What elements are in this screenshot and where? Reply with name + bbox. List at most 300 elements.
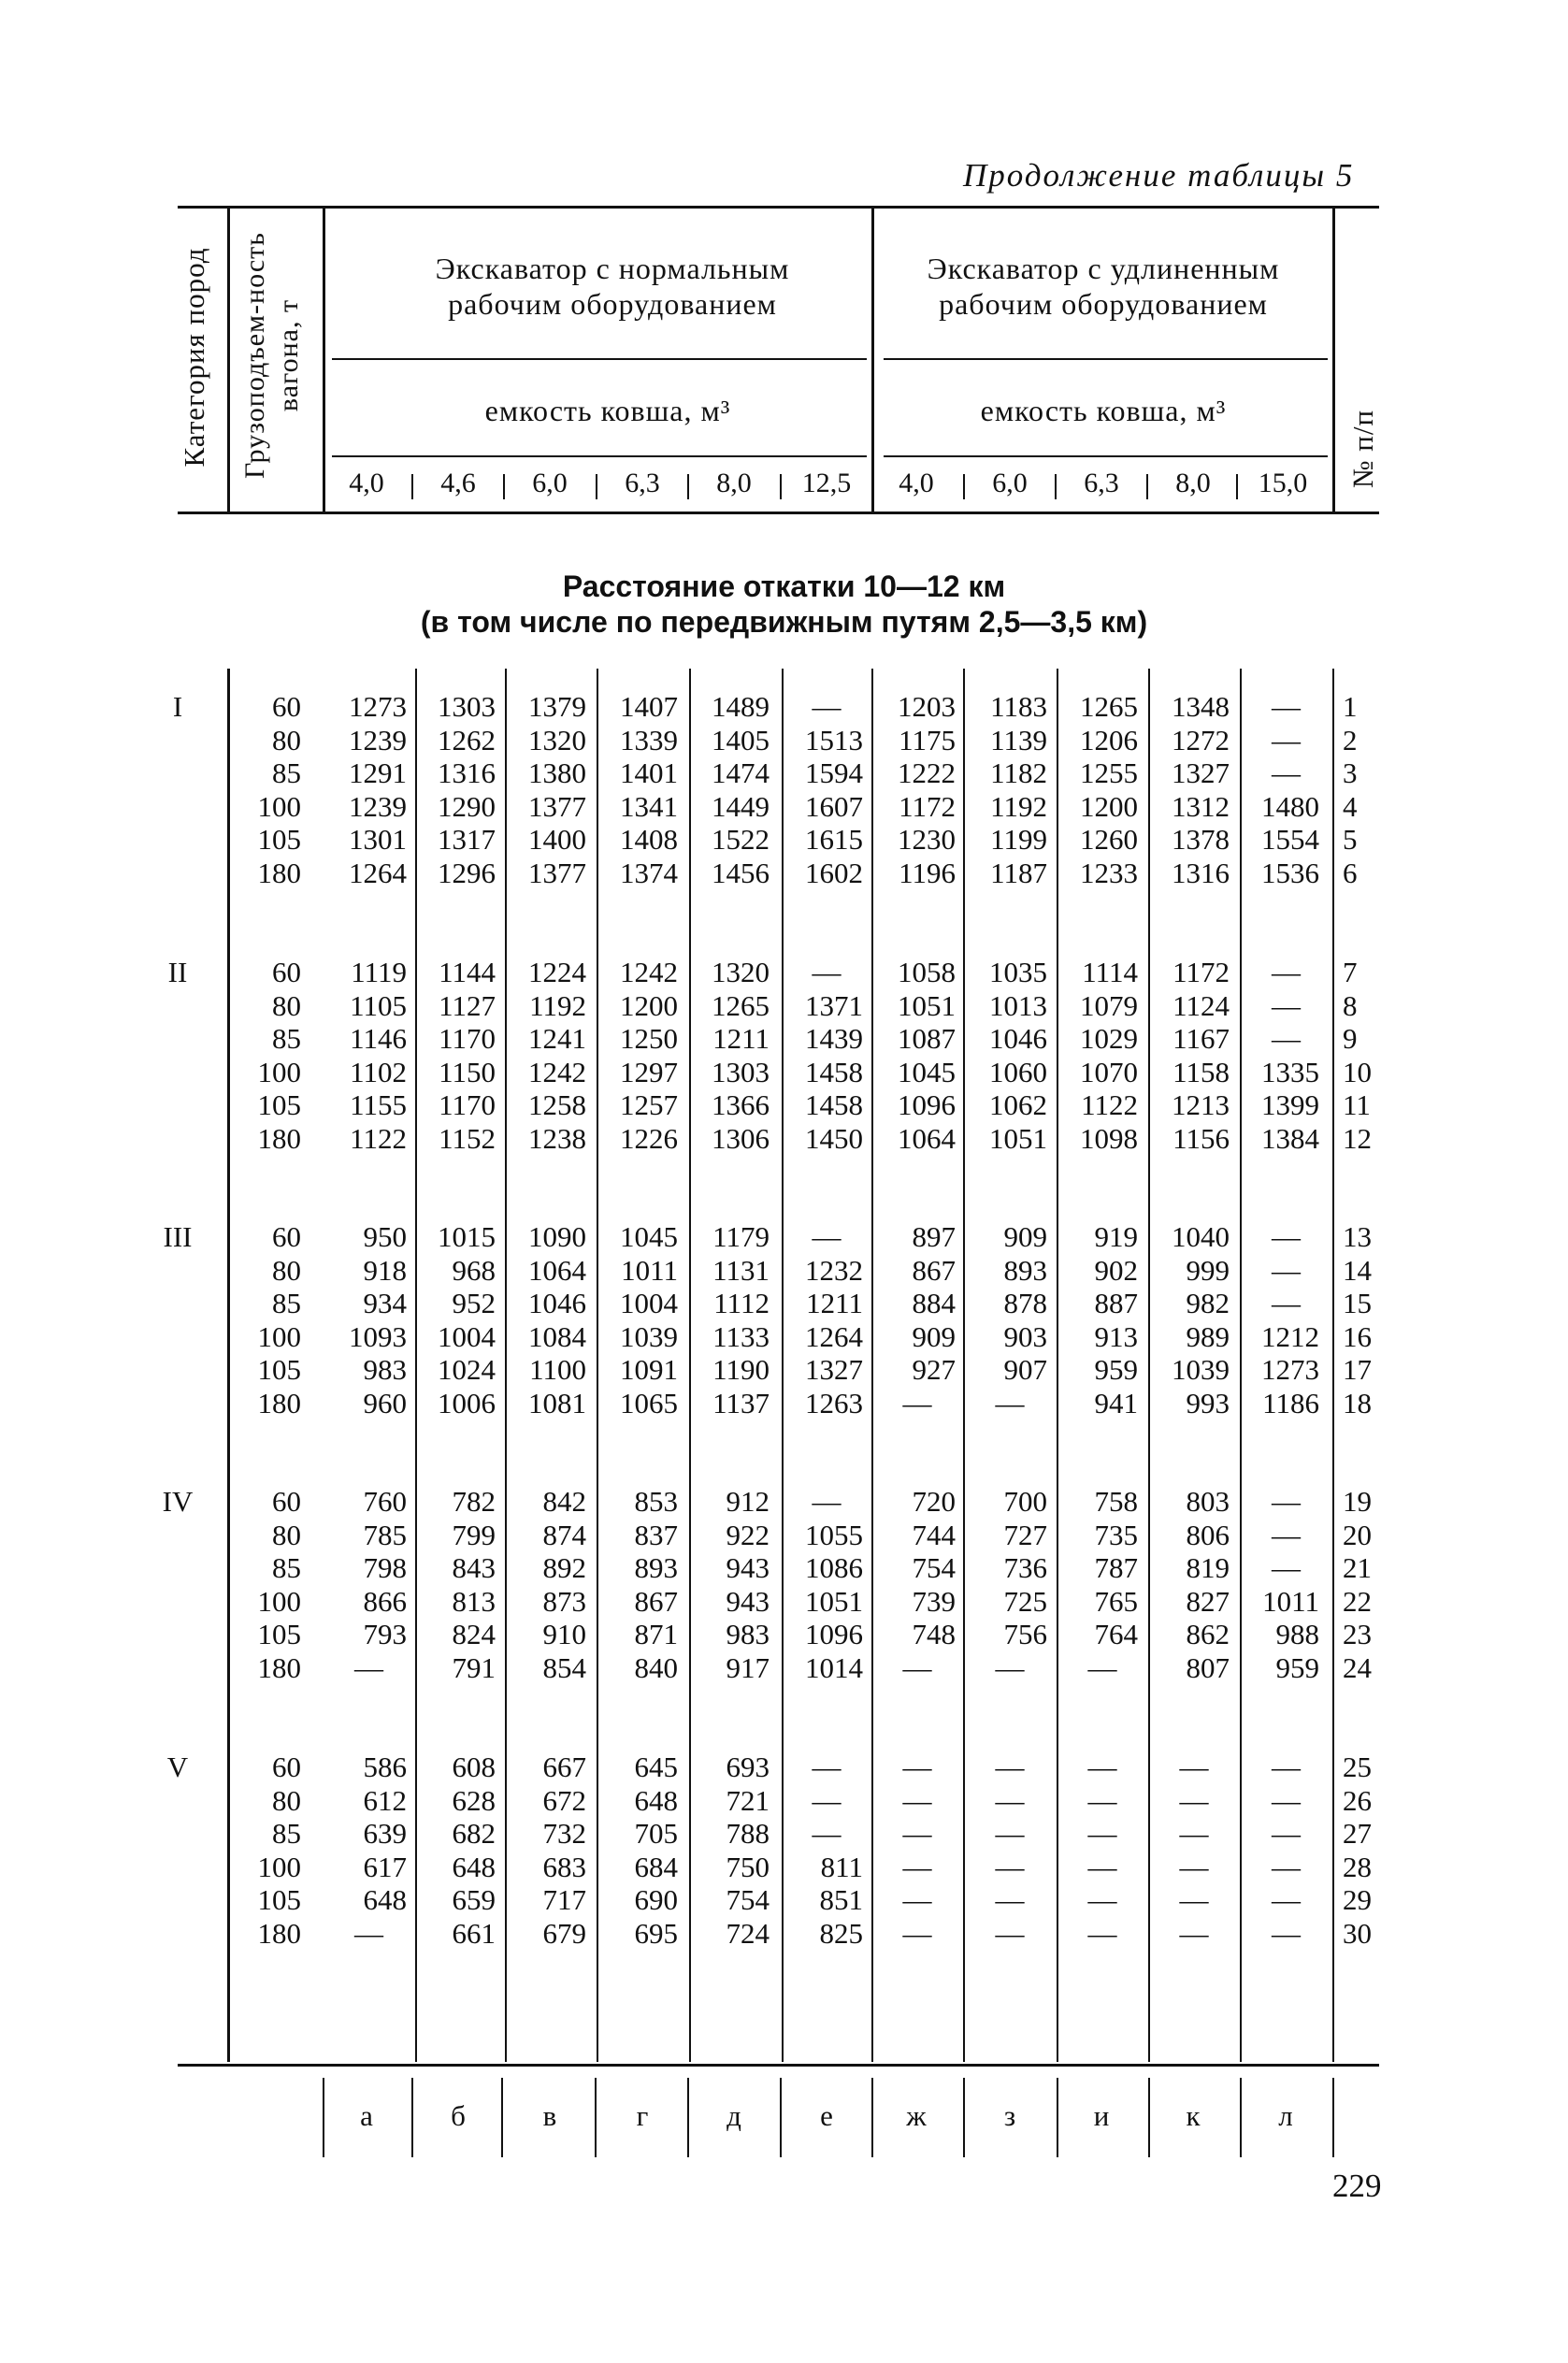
row-number: 22	[1343, 1584, 1372, 1618]
letter-separator	[780, 2078, 782, 2157]
productivity-value: 682	[452, 1817, 496, 1850]
productivity-value: 1232	[805, 1253, 863, 1287]
productivity-value: —	[902, 1850, 932, 1883]
productivity-value: 1449	[712, 789, 770, 823]
productivity-value: 785	[363, 1518, 407, 1551]
productivity-value: 1011	[1262, 1584, 1319, 1618]
productivity-value: 1602	[805, 856, 863, 889]
wagon-capacity: 180	[257, 1650, 301, 1684]
productivity-value: 950	[363, 1220, 407, 1253]
productivity-value: 1211	[806, 1287, 863, 1319]
productivity-value: 1158	[1172, 1055, 1230, 1088]
productivity-value: 1291	[349, 756, 407, 789]
productivity-value: 1316	[1172, 856, 1230, 889]
productivity-value: 1086	[805, 1551, 863, 1584]
productivity-value: 1024	[438, 1353, 496, 1386]
row-number: 2	[1343, 723, 1358, 756]
productivity-value: 1239	[349, 789, 407, 823]
wagon-capacity: 100	[257, 1319, 301, 1353]
productivity-value: 813	[452, 1584, 496, 1618]
productivity-value: 982	[1186, 1287, 1230, 1319]
productivity-value: —	[995, 1883, 1025, 1916]
bucket-size-label: 12,5	[801, 468, 852, 498]
productivity-value: 758	[1094, 1485, 1138, 1518]
bucket-separator	[1055, 474, 1057, 499]
productivity-value: 943	[726, 1551, 770, 1584]
row-number: 23	[1343, 1618, 1372, 1650]
productivity-value: —	[1179, 1783, 1209, 1817]
productivity-value: 732	[542, 1817, 586, 1850]
row-number: 10	[1343, 1055, 1372, 1088]
bucket-size-label: 4,6	[440, 468, 476, 498]
productivity-value: 1029	[1080, 1022, 1138, 1055]
column-letter: е	[820, 2099, 833, 2132]
productivity-value: —	[1272, 1916, 1301, 1950]
productivity-value: 1065	[620, 1386, 678, 1419]
productivity-value: 1290	[438, 789, 496, 823]
productivity-value: 1112	[713, 1287, 770, 1319]
letter-separator	[501, 2078, 503, 2157]
productivity-value: —	[902, 1883, 932, 1916]
productivity-value: 824	[452, 1618, 496, 1650]
productivity-value: 1327	[1172, 756, 1230, 789]
productivity-value: 1122	[1081, 1088, 1138, 1121]
productivity-value: —	[902, 1650, 932, 1684]
productivity-value: —	[1087, 1817, 1117, 1850]
normal-bucket-label: емкость ковша, м³	[484, 394, 731, 427]
productivity-value: 811	[820, 1850, 863, 1883]
body-bottom-rule	[178, 2064, 1379, 2067]
productivity-value: 639	[363, 1817, 407, 1850]
productivity-value: 867	[634, 1584, 678, 1618]
productivity-value: —	[902, 1783, 932, 1817]
productivity-value: 1407	[620, 690, 678, 723]
productivity-value: 667	[542, 1751, 586, 1783]
productivity-value: 1133	[712, 1319, 770, 1353]
productivity-value: —	[1272, 756, 1301, 789]
body-column-rule	[1332, 669, 1334, 2062]
productivity-value: —	[995, 1916, 1025, 1950]
productivity-value: 959	[1275, 1650, 1319, 1684]
row-number: 3	[1343, 756, 1358, 789]
rock-category: V	[166, 1751, 189, 1783]
productivity-value: 1458	[805, 1055, 863, 1088]
productivity-value: 1060	[989, 1055, 1047, 1088]
wagon-capacity: 80	[272, 1253, 301, 1287]
productivity-value: 1011	[621, 1253, 678, 1287]
productivity-value: 1098	[1080, 1121, 1138, 1155]
continuation-caption: Продолжение таблицы 5	[963, 157, 1355, 194]
productivity-value: 1039	[620, 1319, 678, 1353]
productivity-value: 1264	[805, 1319, 863, 1353]
productivity-value: —	[1272, 1850, 1301, 1883]
wagon-capacity: 180	[257, 1121, 301, 1155]
productivity-value: 1203	[898, 690, 956, 723]
productivity-value: 760	[363, 1485, 407, 1518]
productivity-value: 851	[819, 1883, 863, 1916]
row-number: 8	[1343, 988, 1358, 1022]
row-number: 12	[1343, 1121, 1372, 1155]
productivity-value: 750	[726, 1850, 770, 1883]
productivity-value: 1264	[349, 856, 407, 889]
productivity-value: —	[812, 1751, 842, 1783]
bucket-size-label: 6,0	[532, 468, 568, 498]
productivity-value: 887	[1094, 1287, 1138, 1319]
productivity-value: —	[995, 1817, 1025, 1850]
productivity-value: 1087	[898, 1022, 956, 1055]
productivity-value: 943	[726, 1584, 770, 1618]
productivity-value: 952	[452, 1287, 496, 1319]
productivity-value: 913	[1094, 1319, 1138, 1353]
productivity-value: 1006	[438, 1386, 496, 1419]
wagon-capacity: 100	[257, 1584, 301, 1618]
bucket-separator	[780, 474, 782, 499]
productivity-value: 1206	[1080, 723, 1138, 756]
capacity-header-text: Грузоподъем-ность вагона, т	[239, 232, 304, 479]
wagon-capacity: 85	[272, 1551, 301, 1584]
productivity-value: 1224	[528, 956, 586, 988]
productivity-value: 853	[634, 1485, 678, 1518]
productivity-value: 645	[634, 1751, 678, 1783]
productivity-value: 659	[452, 1883, 496, 1916]
productivity-value: 1187	[990, 856, 1047, 889]
productivity-value: 1192	[990, 789, 1047, 823]
bucket-separator	[687, 474, 689, 499]
bucket-separator	[963, 474, 965, 499]
productivity-value: 679	[542, 1916, 586, 1950]
extended-group-header: Экскаватор с удлиненным рабочим оборудованием	[927, 252, 1280, 321]
extended-bucket-rule	[884, 455, 1328, 457]
productivity-value: 1348	[1172, 690, 1230, 723]
row-number: 27	[1343, 1817, 1372, 1850]
productivity-value: —	[1179, 1751, 1209, 1783]
productivity-value: 1458	[805, 1088, 863, 1121]
productivity-value: —	[995, 1783, 1025, 1817]
productivity-value: 1064	[528, 1253, 586, 1287]
productivity-value: 1439	[805, 1022, 863, 1055]
productivity-value: —	[1087, 1751, 1117, 1783]
productivity-value: 1131	[712, 1253, 770, 1287]
productivity-value: 1183	[990, 690, 1047, 723]
productivity-value: 648	[634, 1783, 678, 1817]
productivity-value: 705	[634, 1817, 678, 1850]
letter-separator	[1332, 2078, 1334, 2157]
productivity-value: 1377	[528, 856, 586, 889]
productivity-value: 1258	[528, 1088, 586, 1121]
row-number: 7	[1343, 956, 1358, 988]
column-letter: л	[1278, 2099, 1293, 2132]
productivity-value: 1105	[350, 988, 407, 1022]
productivity-value: 1084	[528, 1319, 586, 1353]
column-letter: д	[726, 2099, 741, 2132]
productivity-value: 1238	[528, 1121, 586, 1155]
productivity-value: —	[995, 1650, 1025, 1684]
wagon-capacity: 180	[257, 1916, 301, 1950]
productivity-value: 1058	[898, 956, 956, 988]
productivity-value: 1265	[712, 988, 770, 1022]
wagon-capacity: 180	[257, 1386, 301, 1419]
productivity-value: 910	[542, 1618, 586, 1650]
bucket-size-label: 6,3	[1084, 468, 1119, 498]
productivity-value: 909	[1003, 1220, 1047, 1253]
wagon-capacity: 100	[257, 1850, 301, 1883]
productivity-value: 843	[452, 1551, 496, 1584]
productivity-value: —	[812, 956, 842, 988]
row-number: 14	[1343, 1253, 1372, 1287]
productivity-value: 989	[1186, 1319, 1230, 1353]
letter-separator	[687, 2078, 689, 2157]
productivity-value: 819	[1186, 1551, 1230, 1584]
column-letter: ж	[906, 2099, 927, 2132]
productivity-value: 983	[726, 1618, 770, 1650]
productivity-value: 842	[542, 1485, 586, 1518]
productivity-value: 1615	[805, 823, 863, 856]
productivity-value: 1004	[620, 1287, 678, 1319]
productivity-value: 700	[1003, 1485, 1047, 1518]
productivity-value: 1401	[620, 756, 678, 789]
productivity-value: 782	[452, 1485, 496, 1518]
productivity-value: 1312	[1172, 789, 1230, 823]
wagon-capacity: 80	[272, 1518, 301, 1551]
productivity-value: 1408	[620, 823, 678, 856]
productivity-value: 1150	[439, 1055, 496, 1088]
bucket-size-label: 4,0	[899, 468, 934, 498]
productivity-value: 1399	[1261, 1088, 1319, 1121]
productivity-value: 1400	[528, 823, 586, 856]
row-number: 17	[1343, 1353, 1372, 1386]
productivity-value: 1450	[805, 1121, 863, 1155]
productivity-value: 1377	[528, 789, 586, 823]
productivity-value: 1192	[529, 988, 586, 1022]
productivity-value: 1062	[989, 1088, 1047, 1121]
row-number: 1	[1343, 690, 1358, 723]
header-bottom-rule	[178, 512, 1379, 514]
productivity-value: 1296	[438, 856, 496, 889]
productivity-value: —	[1272, 1817, 1301, 1850]
productivity-value: 1213	[1172, 1088, 1230, 1121]
row-number: 20	[1343, 1518, 1372, 1551]
productivity-value: 721	[726, 1783, 770, 1817]
productivity-value: 1170	[439, 1088, 496, 1121]
productivity-value: 1137	[712, 1386, 770, 1419]
productivity-value: —	[1272, 1518, 1301, 1551]
productivity-value: 1144	[439, 956, 496, 988]
productivity-value: 727	[1003, 1518, 1047, 1551]
productivity-value: 1297	[620, 1055, 678, 1088]
productivity-value: 968	[452, 1253, 496, 1287]
header-vline-4	[1332, 208, 1335, 512]
productivity-value: 1212	[1261, 1319, 1319, 1353]
productivity-value: 917	[726, 1650, 770, 1684]
productivity-value: —	[1179, 1916, 1209, 1950]
productivity-value: 1522	[712, 823, 770, 856]
productivity-value: 1045	[898, 1055, 956, 1088]
productivity-value: 765	[1094, 1584, 1138, 1618]
productivity-value: 1456	[712, 856, 770, 889]
productivity-value: 1045	[620, 1220, 678, 1253]
productivity-value: 1474	[712, 756, 770, 789]
bucket-size-label: 6,0	[992, 468, 1028, 498]
row-number: 28	[1343, 1850, 1372, 1883]
productivity-value: 1327	[805, 1353, 863, 1386]
productivity-value: 1014	[805, 1650, 863, 1684]
productivity-value: 648	[363, 1883, 407, 1916]
productivity-value: 1273	[1261, 1353, 1319, 1386]
wagon-capacity: 80	[272, 1783, 301, 1817]
productivity-value: 1306	[712, 1121, 770, 1155]
productivity-value: 1040	[1172, 1220, 1230, 1253]
productivity-value: 764	[1094, 1618, 1138, 1650]
column-letter: к	[1186, 2099, 1201, 2132]
productivity-value: 754	[912, 1551, 956, 1584]
productivity-value: 1371	[805, 988, 863, 1022]
productivity-value: 903	[1003, 1319, 1047, 1353]
header-top-rule	[178, 206, 1379, 209]
productivity-value: 1317	[438, 823, 496, 856]
normal-bucket-rule	[332, 455, 867, 457]
productivity-value: 617	[363, 1850, 407, 1883]
column-letter: в	[542, 2099, 557, 2132]
row-number: 15	[1343, 1287, 1372, 1319]
productivity-value: —	[812, 1220, 842, 1253]
productivity-value: 799	[452, 1518, 496, 1551]
productivity-value: 1272	[1172, 723, 1230, 756]
productivity-value: 1265	[1080, 690, 1138, 723]
productivity-value: 787	[1094, 1551, 1138, 1584]
letter-separator	[1240, 2078, 1242, 2157]
productivity-value: 754	[726, 1883, 770, 1916]
wagon-capacity: 105	[257, 1353, 301, 1386]
productivity-value: 1200	[620, 988, 678, 1022]
productivity-value: —	[1087, 1850, 1117, 1883]
productivity-value: 661	[452, 1916, 496, 1950]
productivity-value: 1090	[528, 1220, 586, 1253]
productivity-value: —	[1272, 1485, 1301, 1518]
productivity-value: 1242	[528, 1055, 586, 1088]
productivity-value: 1196	[899, 856, 956, 889]
wagon-capacity: 180	[257, 856, 301, 889]
productivity-value: 960	[363, 1386, 407, 1419]
productivity-value: 1273	[349, 690, 407, 723]
row-number: 9	[1343, 1022, 1358, 1055]
productivity-value: 612	[363, 1783, 407, 1817]
productivity-value: 793	[363, 1618, 407, 1650]
productivity-value: 1124	[1172, 988, 1230, 1022]
productivity-value: 922	[726, 1518, 770, 1551]
productivity-value: 1119	[351, 956, 407, 988]
productivity-value: —	[812, 1783, 842, 1817]
productivity-value: 1046	[528, 1287, 586, 1319]
row-number: 11	[1343, 1088, 1371, 1121]
wagon-capacity: 60	[272, 1751, 301, 1783]
productivity-value: 1384	[1261, 1121, 1319, 1155]
productivity-value: —	[812, 690, 842, 723]
row-number: 5	[1343, 823, 1358, 856]
bucket-separator	[1146, 474, 1148, 499]
extended-group-rule	[884, 358, 1328, 360]
productivity-value: 840	[634, 1650, 678, 1684]
productivity-value: 1233	[1080, 856, 1138, 889]
productivity-value: 803	[1186, 1485, 1230, 1518]
productivity-value: 1152	[439, 1121, 496, 1155]
productivity-value: 1320	[712, 956, 770, 988]
section-title-line1: Расстояние откатки 10—12 км	[562, 569, 1006, 603]
productivity-value: 1257	[620, 1088, 678, 1121]
productivity-value: 1262	[438, 723, 496, 756]
productivity-value: —	[995, 1850, 1025, 1883]
productivity-value: —	[1272, 1220, 1301, 1253]
productivity-value: 902	[1094, 1253, 1138, 1287]
productivity-value: 1055	[805, 1518, 863, 1551]
productivity-value: 807	[1186, 1650, 1230, 1684]
productivity-value: 1230	[898, 823, 956, 856]
productivity-value: 798	[363, 1551, 407, 1584]
productivity-value: 695	[634, 1916, 678, 1950]
productivity-value: 1013	[989, 988, 1047, 1022]
productivity-value: 1051	[805, 1584, 863, 1618]
productivity-value: 735	[1094, 1518, 1138, 1551]
column-letter: з	[1003, 2099, 1016, 2132]
bucket-separator	[503, 474, 505, 499]
productivity-value: 873	[542, 1584, 586, 1618]
column-letter: и	[1093, 2099, 1110, 2132]
productivity-value: 927	[912, 1353, 956, 1386]
column-letter: б	[451, 2099, 466, 2132]
productivity-value: 862	[1186, 1618, 1230, 1650]
productivity-value: 837	[634, 1518, 678, 1551]
productivity-value: 1122	[350, 1121, 407, 1155]
productivity-value: —	[1272, 988, 1301, 1022]
productivity-value: 1186	[1262, 1386, 1319, 1419]
productivity-value: 1046	[989, 1022, 1047, 1055]
productivity-value: 806	[1186, 1518, 1230, 1551]
productivity-value: —	[1272, 1022, 1301, 1055]
row-number: 29	[1343, 1883, 1372, 1916]
productivity-value: —	[1272, 1551, 1301, 1584]
wagon-capacity: 105	[257, 1618, 301, 1650]
letter-separator	[323, 2078, 324, 2157]
column-letter: г	[636, 2099, 649, 2132]
letter-separator	[595, 2078, 597, 2157]
productivity-value: —	[1272, 956, 1301, 988]
bucket-size-label: 4,0	[349, 468, 384, 498]
productivity-value: 1146	[350, 1022, 407, 1055]
productivity-value: 628	[452, 1783, 496, 1817]
productivity-value: 1316	[438, 756, 496, 789]
wagon-capacity: 60	[272, 956, 301, 988]
productivity-value: 993	[1186, 1386, 1230, 1419]
bucket-separator	[411, 474, 413, 499]
row-number: 19	[1343, 1485, 1372, 1518]
productivity-value: 1255	[1080, 756, 1138, 789]
wagon-capacity: 80	[272, 988, 301, 1022]
bucket-size-label: 15,0	[1258, 468, 1308, 498]
productivity-value: 1341	[620, 789, 678, 823]
productivity-value: —	[995, 1386, 1025, 1419]
productivity-value: 909	[912, 1319, 956, 1353]
productivity-value: 1554	[1261, 823, 1319, 856]
productivity-value: 912	[726, 1485, 770, 1518]
productivity-value: —	[1179, 1850, 1209, 1883]
productivity-value: 756	[1003, 1618, 1047, 1650]
productivity-value: 725	[1003, 1584, 1047, 1618]
normal-group-rule	[332, 358, 867, 360]
productivity-value: 672	[542, 1783, 586, 1817]
productivity-value: 988	[1275, 1618, 1319, 1650]
productivity-value: —	[1179, 1883, 1209, 1916]
productivity-value: —	[902, 1817, 932, 1850]
section-title-line2: (в том числе по передвижным путям 2,5—3,5 км)	[420, 605, 1148, 639]
